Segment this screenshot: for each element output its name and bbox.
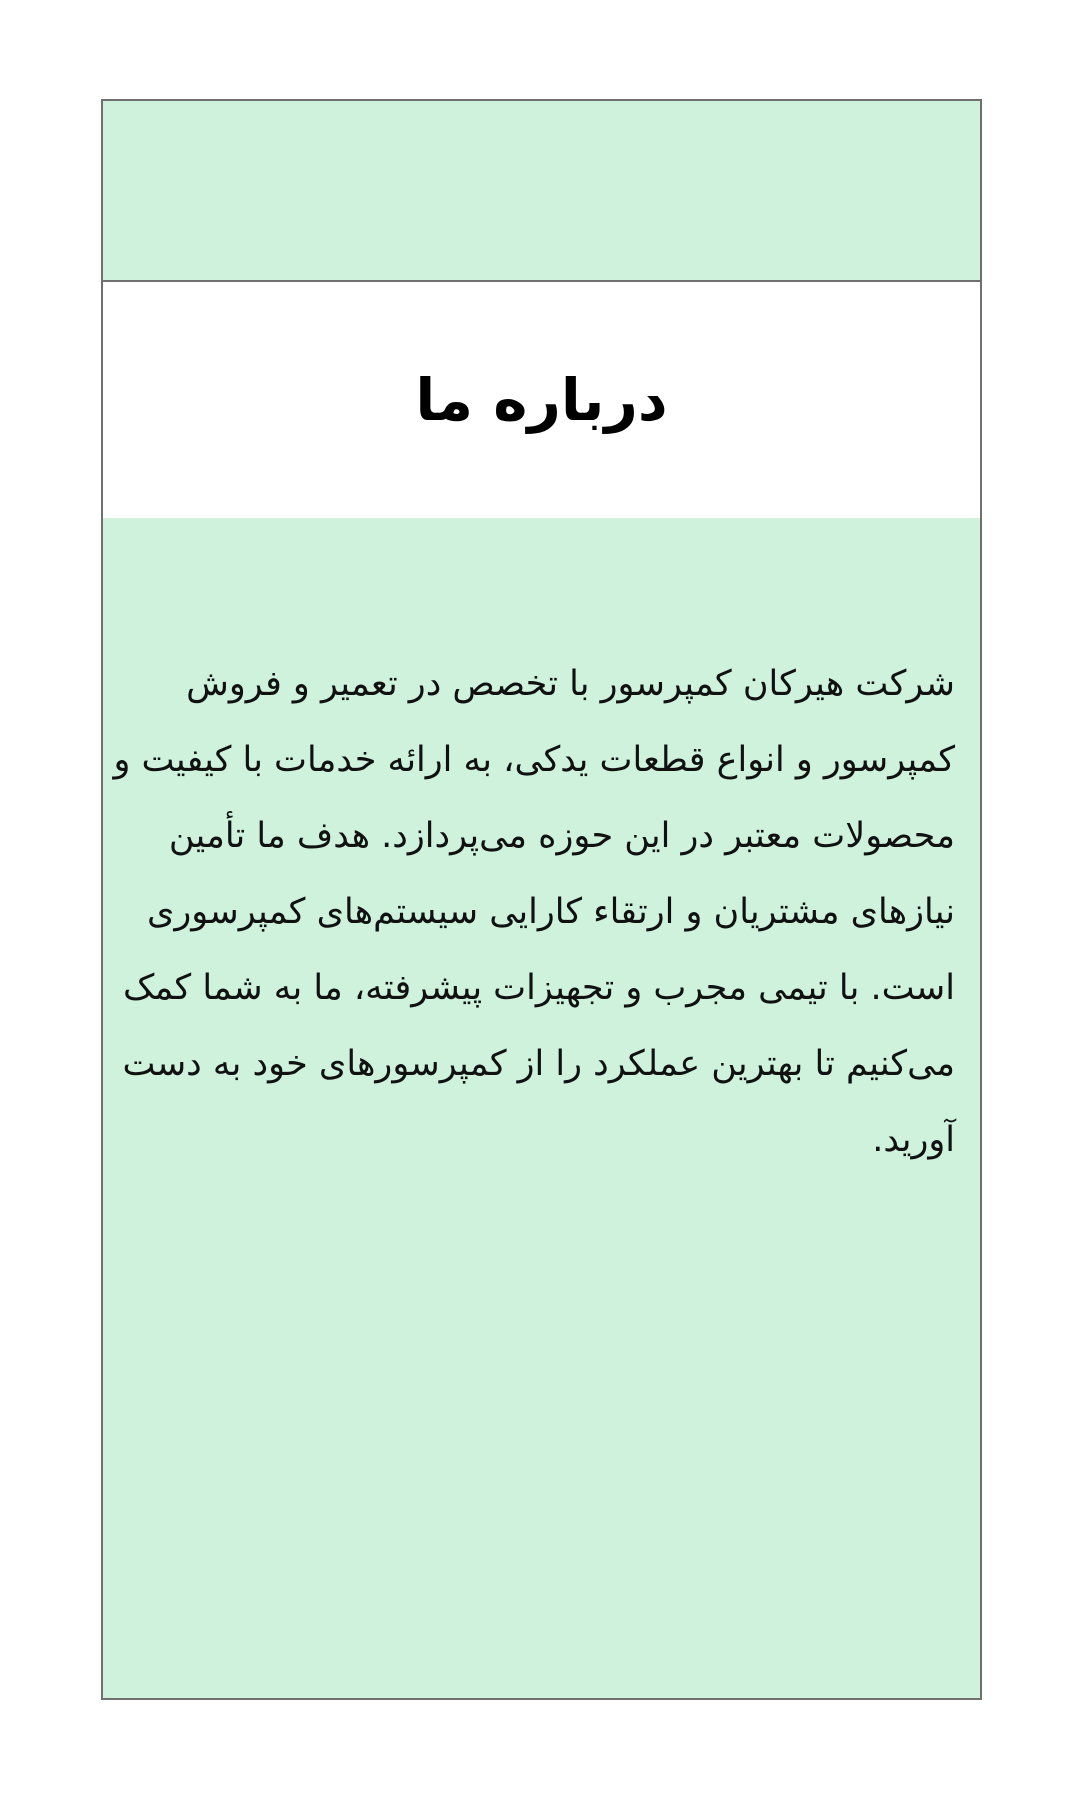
about-body-section — [103, 518, 980, 1698]
about-card — [101, 99, 982, 1700]
about-paragraph-line: شرکت هیرکان کمپرسور با تخصص در تعمیر و فروش — [186, 664, 955, 704]
title-section — [103, 280, 980, 518]
about-paragraph-line: نیازهای مشتریان و ارتقاء کارایی سیستم‌های کمپرسوری — [146, 892, 955, 932]
about-paragraph-line: است. با تیمی مجرب و تجهیزات پیشرفته، ما به شما کمک — [123, 968, 955, 1008]
about-paragraph-line: محصولات معتبر در این حوزه می‌پردازد. هدف ما تأمین — [168, 816, 955, 856]
about-paragraph-line: می‌کنیم تا بهترین عملکرد را از کمپرسورهای خود به دست — [122, 1044, 955, 1084]
header-band — [103, 101, 980, 280]
about-paragraph-line: آورید. — [872, 1120, 955, 1160]
about-paragraph — [113, 646, 955, 1178]
page-title: درباره ما — [415, 366, 668, 434]
about-paragraph-line: کمپرسور و انواع قطعات یدکی، به ارائه خدمات با کیفیت و — [113, 740, 955, 780]
